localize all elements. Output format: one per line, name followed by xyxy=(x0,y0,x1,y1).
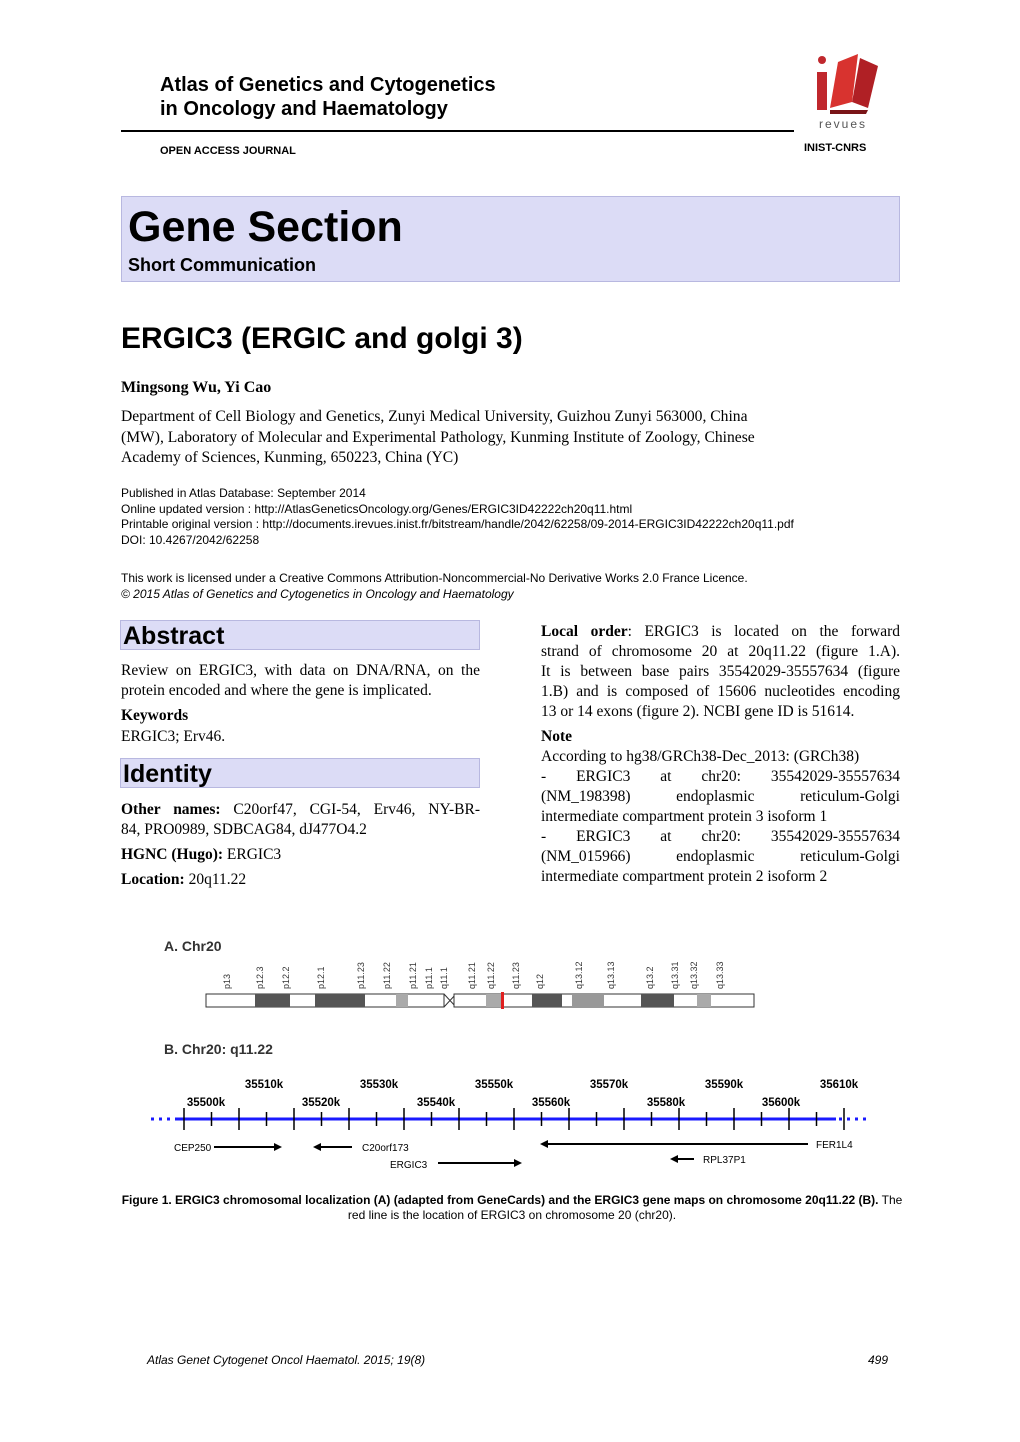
gene-label-rpl37p1: RPL37P1 xyxy=(703,1155,746,1166)
figure-1-diagram xyxy=(146,932,876,1177)
local-order-line: 13 or 14 exons (figure 2). NCBI gene ID is 51614. xyxy=(541,703,855,720)
band-label: q13.32 xyxy=(689,961,699,989)
journal-title-line2: in Oncology and Haematology xyxy=(160,98,448,120)
gene-track xyxy=(174,1140,853,1171)
tick-label: 35500k xyxy=(186,1097,226,1109)
gene-label-ergic3: ERGIC3 xyxy=(390,1160,428,1171)
note-label: Note xyxy=(541,728,572,745)
tick-label: 35590k xyxy=(704,1079,744,1091)
footer-citation: Atlas Genet Cytogenet Oncol Haematol. 2015; 19(8) xyxy=(147,1353,426,1367)
band-label: q13.31 xyxy=(670,961,680,989)
tick-label: 35520k xyxy=(301,1097,341,1109)
band-label: p12.1 xyxy=(316,966,326,989)
band-label: p11.22 xyxy=(382,962,392,989)
local-order-line: 1.B) and is composed of 15606 nucleotides encoding xyxy=(541,683,900,700)
local-order-line: Local order: ERGIC3 is located on the forward xyxy=(541,623,901,640)
band-label: q11.1 xyxy=(439,967,449,989)
band-label: q13.12 xyxy=(574,961,584,989)
printable-version-link[interactable]: Printable original version : http://documents.irevues.inist.fr/bitstream/handle/2042/62258/09-2014-ERGIC3ID42222ch20q11.pdf xyxy=(121,517,794,532)
figure-caption xyxy=(121,1193,903,1223)
band-label: p11.23 xyxy=(356,962,366,989)
note-line: intermediate compartment protein 3 isoform 1 xyxy=(541,808,828,825)
note-line: - ERGIC3 at chr20: 35542029-35557634 xyxy=(541,768,900,785)
section-title: Gene Section xyxy=(128,203,403,251)
band-label: p11.21 xyxy=(408,962,418,989)
identity-heading: Identity xyxy=(123,760,212,788)
band-label: q13.33 xyxy=(715,961,725,989)
tick-label: 35570k xyxy=(589,1079,629,1091)
local-order-block xyxy=(541,622,900,887)
affiliation-line: Academy of Sciences, Kunming, 650223, China (YC) xyxy=(121,449,459,466)
affiliation-line: (MW), Laboratory of Molecular and Experimental Pathology, Kunming Institute of Zoology, Chinese xyxy=(121,428,755,446)
gene-label-fer1l4: FER1L4 xyxy=(816,1140,853,1151)
identity-block xyxy=(121,800,480,890)
note-line: According to hg38/GRCh38-Dec_2013: (GRCh38) xyxy=(541,748,860,765)
affiliation xyxy=(121,407,901,469)
identity-heading-bar xyxy=(120,758,480,788)
band-label: q13.2 xyxy=(645,966,655,989)
band-label: q11.21 xyxy=(467,962,477,989)
keywords: ERGIC3; Erv46. xyxy=(121,728,226,745)
page-number: 499 xyxy=(868,1353,889,1367)
affiliation-line: Department of Cell Biology and Genetics, Zunyi Medical University, Guizhou Zunyi 563000, China xyxy=(121,408,748,425)
band-label: p12.2 xyxy=(281,966,291,989)
tick-label: 35510k xyxy=(244,1079,284,1091)
hgnc-label: HGNC (Hugo): xyxy=(121,846,224,863)
section-subtitle: Short Communication xyxy=(128,255,316,275)
journal-title-line1: Atlas of Genetics and Cytogenetics xyxy=(160,74,496,96)
abstract-line: Review on ERGIC3, with data on DNA/RNA, on the xyxy=(121,662,480,679)
local-order-line: strand of chromosome 20 at 20q11.22 (figure 1.A). xyxy=(541,643,900,660)
tick-label: 35540k xyxy=(416,1097,456,1109)
publication-meta xyxy=(121,486,794,548)
publisher-label: INIST-CNRS xyxy=(804,142,867,154)
abstract-line: protein encoded and where the gene is implicated. xyxy=(121,682,432,699)
ergic3-red-marker xyxy=(501,992,504,1009)
published-date: Published in Atlas Database: September 2014 xyxy=(121,486,366,500)
note-line: (NM_198398) endoplasmic reticulum-Golgi xyxy=(541,788,900,805)
tick-label: 35580k xyxy=(646,1097,686,1109)
band-label: q12 xyxy=(535,973,545,989)
note-line: (NM_015966) endoplasmic reticulum-Golgi xyxy=(541,848,900,865)
abstract-text xyxy=(121,661,480,701)
band-label: p11.1 xyxy=(424,967,434,989)
hgnc-value: ERGIC3 xyxy=(226,846,282,863)
header-rule xyxy=(121,130,794,132)
logo-text: revues xyxy=(819,117,868,131)
band-label: q13.13 xyxy=(606,961,616,989)
note-line: intermediate compartment protein 2 isoform 2 xyxy=(541,868,828,885)
location-row xyxy=(121,870,480,890)
tick-label: 35530k xyxy=(359,1079,399,1091)
journal-title xyxy=(160,73,496,121)
band-label: q11.22 xyxy=(486,962,496,989)
hgnc-row xyxy=(121,845,480,865)
caption-rest: The red line is the location of ERGIC3 on chromosome 20 (chr20). xyxy=(347,1193,903,1222)
local-order-line: It is between base pairs 35542029-35557634 (figure xyxy=(541,663,900,680)
local-order-label: Local order xyxy=(541,623,628,640)
chromosome-ideogram xyxy=(206,992,754,1009)
gene-label-cep250: CEP250 xyxy=(174,1143,212,1154)
panel-b-label: B. Chr20: q11.22 xyxy=(164,1041,273,1057)
band-label: p12.3 xyxy=(255,966,265,989)
licence-text: This work is licensed under a Creative Commons Attribution-Noncommercial-No Derivative Works 2.0 France Licence. xyxy=(121,571,748,585)
tick-label: 35600k xyxy=(761,1097,801,1109)
authors: Mingsong Wu, Yi Cao xyxy=(121,379,272,396)
note-line: - ERGIC3 at chr20: 35542029-35557634 xyxy=(541,828,900,845)
irevues-logo-icon xyxy=(808,52,888,132)
other-names-value: C20orf47, CGI-54, Erv46, NY-BR- xyxy=(233,801,480,818)
gene-title: ERGIC3 (ERGIC and golgi 3) xyxy=(121,322,523,355)
caption-bold: Figure 1. ERGIC3 chromosomal localization (A) (adapted from GeneCards) and the ERGIC3 gene maps on chromosome 20q11.22 (B). xyxy=(121,1193,879,1207)
doi: DOI: 10.4267/2042/62258 xyxy=(121,532,260,547)
open-access-label: OPEN ACCESS JOURNAL xyxy=(160,145,296,157)
band-labels xyxy=(222,961,725,989)
tick-label: 35560k xyxy=(531,1097,571,1109)
panel-a-label: A. Chr20 xyxy=(164,938,222,954)
band-label: p13 xyxy=(222,973,232,989)
gene-label-c20orf173: C20orf173 xyxy=(362,1143,409,1154)
keywords-label: Keywords xyxy=(121,707,189,724)
copyright-text: © 2015 Atlas of Genetics and Cytogenetics in Oncology and Haematology xyxy=(121,586,514,601)
other-names-line2: 84, PRO0989, SDBCAG84, dJ477O4.2 xyxy=(121,821,367,838)
abstract-heading-bar xyxy=(120,620,480,650)
licence-block xyxy=(121,571,748,602)
other-names-line1 xyxy=(121,800,480,820)
tick-label: 35610k xyxy=(819,1079,859,1091)
location-value: 20q11.22 xyxy=(188,871,247,888)
location-label: Location: xyxy=(121,871,185,888)
tick-labels xyxy=(187,1079,859,1109)
online-version-link[interactable]: Online updated version : http://AtlasGeneticsOncology.org/Genes/ERGIC3ID42222ch20q11.html xyxy=(121,501,633,516)
tick-label: 35550k xyxy=(474,1079,514,1091)
band-label: q11.23 xyxy=(511,962,521,989)
other-names-label: Other names: xyxy=(121,801,221,818)
abstract-heading: Abstract xyxy=(123,622,225,650)
